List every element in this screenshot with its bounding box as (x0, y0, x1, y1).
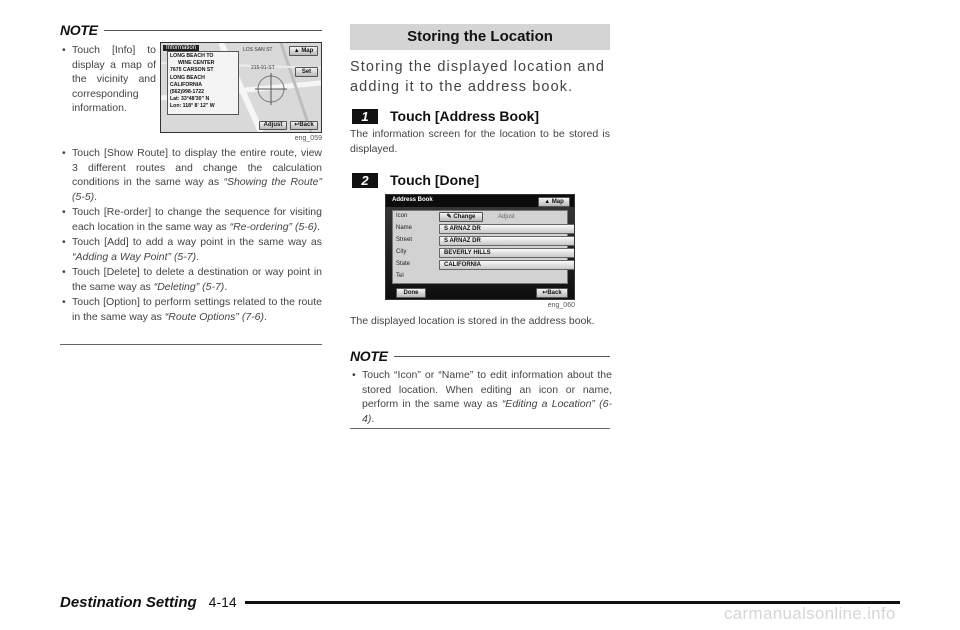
set-button[interactable]: Set (295, 67, 318, 77)
city-field[interactable]: BEVERLY HILLS (439, 248, 575, 258)
map-button[interactable] (289, 46, 318, 56)
divider (104, 30, 322, 31)
step-number: 1 (352, 109, 378, 124)
field-label: Name (396, 225, 413, 231)
screen-title: Address Book (392, 197, 433, 203)
back-button[interactable] (536, 288, 568, 298)
adjust-button[interactable]: Adjust (259, 121, 287, 130)
left-note-header (60, 22, 322, 38)
list-item: • Touch [Info] to display a map of the vicinity and corresponding information. (60, 43, 156, 116)
note-title: NOTE (350, 348, 388, 364)
list-item: • Touch “Icon” or “Name” to edit information about the stored location. When editing an icon or name, perform in the same way as “Editing a Location” (6-4). (350, 368, 612, 426)
info-screen-image (160, 42, 322, 133)
step-1-description: The information screen for the location to be stored is displayed. (350, 128, 610, 155)
map-button-label: Map (301, 48, 314, 54)
info-line: CALIFORNIA (170, 81, 202, 88)
field-label: Street (396, 237, 413, 243)
right-note-header (350, 348, 610, 364)
field-label: Icon (396, 213, 408, 219)
divider (394, 356, 610, 357)
info-line: Lon: 118° 8' 12" W (170, 103, 215, 110)
page-number: 4-14 (208, 594, 237, 610)
map-button[interactable] (538, 197, 570, 207)
list-item: • Touch [Option] to perform settings related to the route in the same way as “Route Options” (7-6). (60, 295, 322, 324)
north-icon: ▲ (293, 48, 300, 54)
image-caption: eng_060 (547, 302, 575, 309)
north-icon: ▲ (544, 199, 551, 205)
field-label: State (396, 261, 411, 267)
street-label: LOS SAN ST (243, 47, 273, 53)
back-button-label: Back (299, 122, 314, 128)
step-number: 2 (352, 173, 378, 188)
screen-header: Information (163, 45, 199, 51)
change-button-label: Change (453, 214, 476, 220)
info-line: Lat: 33°48'30" N (170, 96, 210, 103)
field-label: City (396, 249, 407, 255)
change-icon-button[interactable] (439, 212, 483, 222)
field-label: Tel (396, 273, 404, 279)
result-text: The displayed location is stored in the address book. (350, 315, 595, 327)
list-item: • Touch [Add] to add a way point in the same way as “Adding a Way Point” (5-7). (60, 235, 322, 264)
map-button-label: Map (551, 199, 564, 205)
state-field[interactable]: CALIFORNIA (439, 260, 575, 270)
image-caption: eng_059 (294, 135, 322, 142)
divider (350, 428, 610, 429)
intro-text: Storing the displayed location and adding it to the address book. (350, 59, 606, 95)
back-arrow-icon: ↩ (294, 122, 300, 128)
right-note-list (350, 368, 612, 427)
watermark: carmanualsonline.info (724, 604, 896, 623)
info-line: 7675 CARSON ST (170, 67, 214, 74)
info-line: (562)998-1722 (170, 89, 205, 96)
footer-title: Destination Setting (60, 593, 197, 611)
back-button-label: Back (547, 290, 562, 296)
info-line: WINE CENTER (178, 60, 215, 67)
adjust-label[interactable]: Adjust (498, 214, 515, 220)
name-field[interactable]: S ARNAZ DR (439, 224, 575, 234)
step-2-heading (352, 172, 479, 188)
list-item: • Touch [Delete] to delete a destination or way point in the same way as “Deleting” (5-7). (60, 265, 322, 294)
section-title: Storing the Location (350, 24, 610, 50)
note-title: NOTE (60, 22, 98, 38)
info-line: LONG BEACH (170, 74, 205, 81)
back-arrow-icon: ↩ (542, 290, 548, 296)
done-button[interactable]: Done (396, 288, 426, 298)
step-title: Touch [Address Book] (390, 108, 540, 124)
info-box (167, 51, 239, 115)
address-book-screen-image (385, 194, 575, 300)
info-line: LONG BEACH TO (170, 53, 214, 59)
step-title: Touch [Done] (390, 172, 480, 188)
step-1-heading (352, 108, 539, 124)
left-bullet-list (60, 146, 322, 325)
divider (60, 344, 322, 345)
back-button[interactable] (290, 121, 318, 130)
info-bullet (60, 43, 156, 117)
list-item: • Touch [Show Route] to display the entire route, view 3 different routes and change the calculation conditions in the same way as “Showing the Route” (5-5). (60, 146, 322, 204)
street-field[interactable]: S ARNAZ DR (439, 236, 575, 246)
pencil-icon: ✎ (446, 214, 452, 220)
street-label: 215-91-ST (251, 65, 275, 71)
list-item: • Touch [Re-order] to change the sequence for visiting each location in the same way as “Re-ordering” (5-6). (60, 205, 322, 234)
